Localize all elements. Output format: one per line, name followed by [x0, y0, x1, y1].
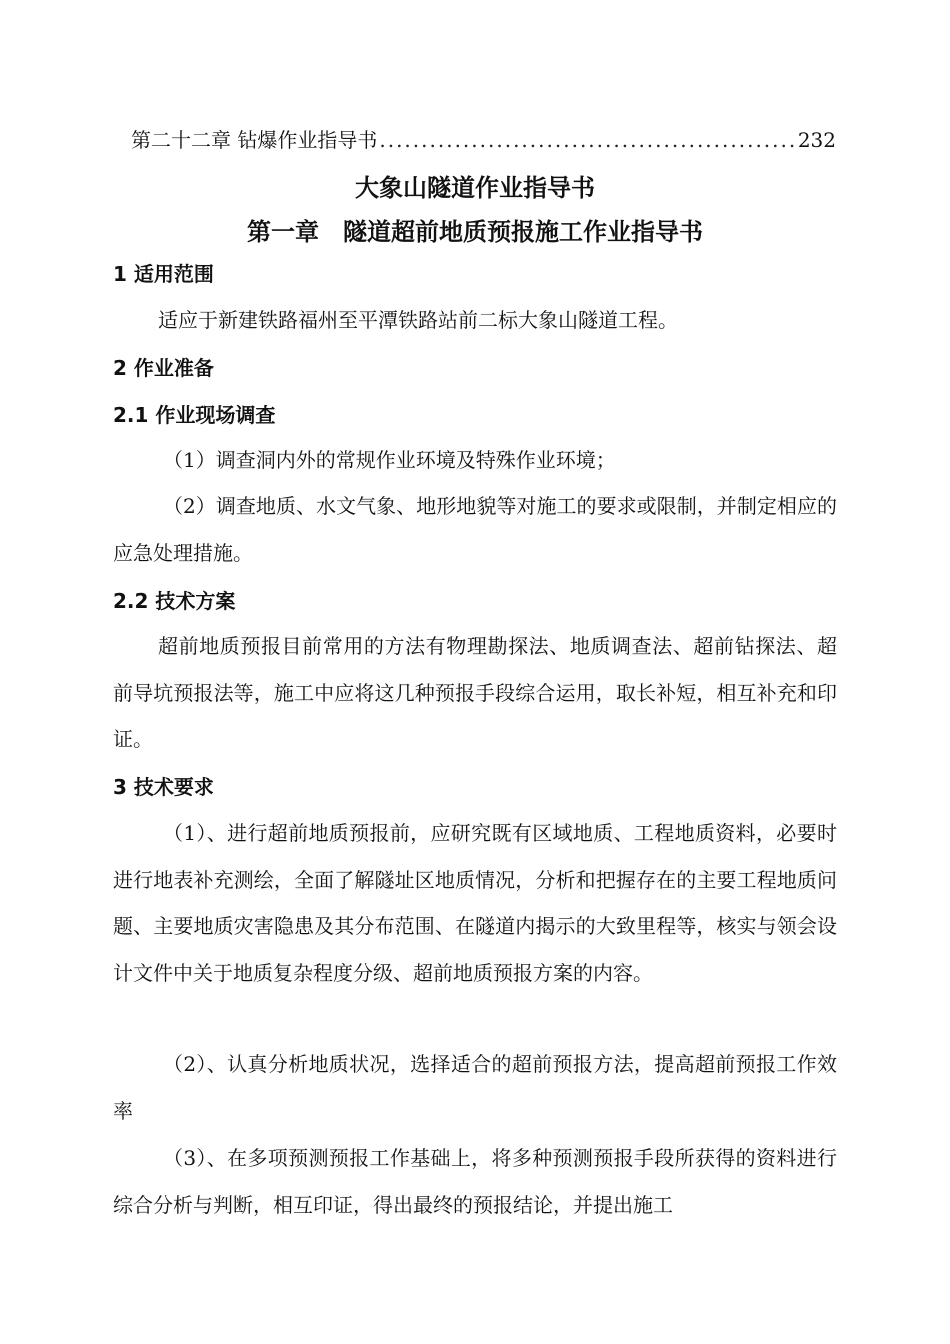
chapter-title: 第一章 隧道超前地质预报施工作业指导书	[247, 218, 703, 246]
section-heading-2-1: 2.1 作业现场调查	[113, 403, 276, 427]
section-heading-2: 2 作业准备	[113, 356, 214, 380]
section-3-paragraph-3: （3）、在多项预测预报工作基础上，将多种预测预报手段所获得的资料进行综合分析与判断，相互印证，得出最终的预报结论，并提出施工	[113, 1146, 837, 1217]
section-3-paragraph-1: （1）、进行超前地质预报前，应研究既有区域地质、工程地质资料，必要时进行地表补充测绘，全面了解隧址区地质情况，分析和把握存在的主要工程地质问题、主要地质灾害隐患及其分布范围、在隧道内揭示的大致里程等，核实与领会设计文件中关于地质复杂程度分级、超前地质预报方案的内容。	[113, 821, 837, 985]
section-3-paragraph-2: （2）、认真分析地质状况，选择适合的超前预报方法，提高超前预报工作效率	[113, 1052, 837, 1123]
toc-entry[interactable]	[131, 124, 836, 156]
section-heading-3: 3 技术要求	[113, 775, 214, 799]
toc-entry-label: 第二十二章 钻爆作业指导书	[131, 128, 378, 152]
section-2-2-paragraph: 超前地质预报目前常用的方法有物理勘探法、地质调查法、超前钻探法、超前导坑预报法等，施工中应将这几种预报手段综合运用，取长补短，相互补充和印证。	[113, 634, 837, 751]
section-1-paragraph: 适应于新建铁路福州至平潭铁路站前二标大象山隧道工程。	[158, 308, 678, 332]
section-heading-2-2: 2.2 技术方案	[113, 589, 236, 613]
toc-dot-leader	[379, 124, 795, 156]
document-title: 大象山隧道作业指导书	[355, 174, 595, 202]
section-heading-1: 1 适用范围	[113, 262, 214, 286]
section-2-1-paragraph-1: （1）调查洞内外的常规作业环境及特殊作业环境；	[163, 448, 616, 472]
section-2-1-paragraph-2: （2）调查地质、水文气象、地形地貌等对施工的要求或限制，并制定相应的应急处理措施。	[113, 494, 837, 565]
toc-entry-page: 232	[797, 128, 836, 152]
